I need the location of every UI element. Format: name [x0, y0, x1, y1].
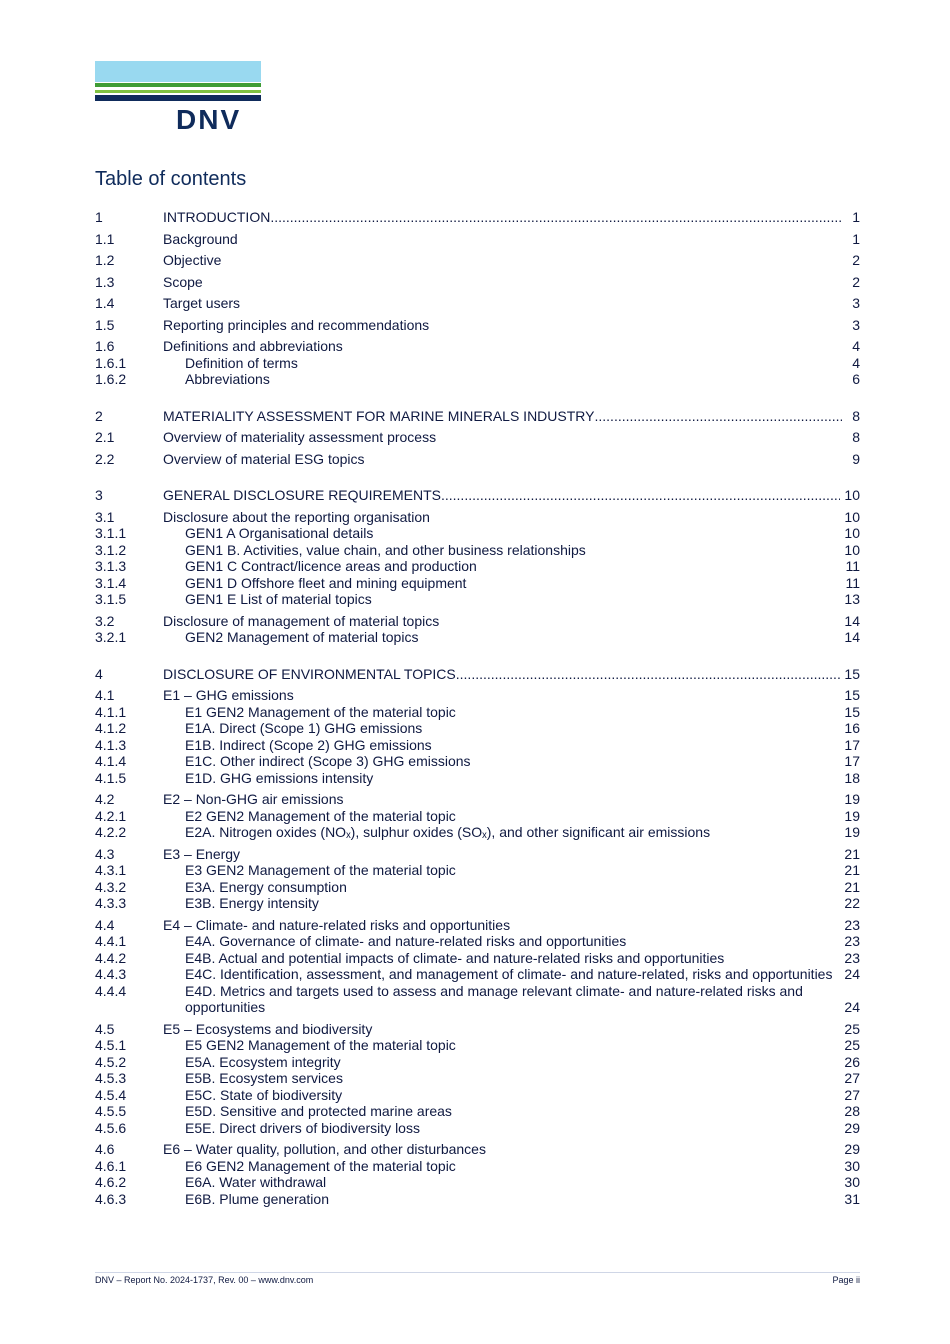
toc-entry-page: 1 [852, 209, 860, 225]
toc-entry-number: 4.1.2 [95, 720, 127, 736]
toc-entry-number: 4 [95, 665, 103, 682]
toc-entry-4-4[interactable] [95, 917, 860, 934]
toc-entry-4[interactable] [95, 666, 860, 683]
toc-entry-title: E1D. GHG emissions intensity [185, 769, 374, 786]
toc-entry-title: E1 GEN2 Management of the material topic [185, 703, 456, 720]
toc-entry-page: 29 [844, 1119, 860, 1136]
toc-entry-3-1-3[interactable] [95, 558, 860, 575]
toc-entry-number: 4.1.5 [95, 769, 127, 786]
toc-entry-page: 2 [852, 273, 860, 290]
toc-entry-title: E6B. Plume generation [185, 1190, 329, 1207]
toc-entry-page: 22 [844, 895, 860, 911]
toc-entry-title: E2 – Non-GHG air emissions [163, 791, 344, 807]
toc-entry-4-4-1[interactable] [95, 933, 860, 950]
toc-entry-page: 19 [844, 791, 860, 807]
toc-entry-title: GEN1 B. Activities, value chain, and other business relationships [185, 541, 586, 558]
toc-entry-title: E4D. Metrics and targets used to assess and manage relevant climate- and nature-related risks and opportunities [185, 982, 803, 1015]
toc-leader-dots [270, 209, 842, 226]
toc-entry-number: 4.1.4 [95, 753, 127, 769]
toc-entry-3-2-1[interactable] [95, 629, 860, 646]
toc-entry-title: E6 GEN2 Management of the material topic [185, 1157, 456, 1174]
toc-entry-4-2[interactable] [95, 791, 860, 808]
toc-entry-4-6[interactable] [95, 1141, 860, 1158]
toc-spacer [95, 646, 860, 666]
toc-leader-dots [595, 408, 843, 425]
toc-entry-title: E5 – Ecosystems and biodiversity [163, 1020, 373, 1037]
table-of-contents [95, 209, 860, 1207]
toc-entry-title: E5C. State of biodiversity [185, 1086, 343, 1103]
toc-entry-page: 9 [852, 450, 860, 467]
toc-entry-3[interactable] [95, 487, 860, 504]
toc-entry-number: 1.4 [95, 295, 115, 311]
toc-entry-1[interactable] [95, 209, 860, 226]
toc-entry-page: 1 [852, 230, 860, 247]
toc-entry-number: 1.1 [95, 230, 115, 247]
logo-band-green [95, 83, 261, 87]
toc-entry-page: 26 [844, 1053, 860, 1070]
toc-entry-4-3-2[interactable] [95, 879, 860, 896]
toc-entry-number: 1.2 [95, 252, 115, 268]
toc-entry-page: 2 [852, 252, 860, 268]
toc-entry-title: Disclosure about the reporting organisation [163, 508, 430, 525]
toc-entry-number: 4.6.3 [95, 1190, 127, 1207]
toc-entry-title: Disclosure of management of material topics [163, 612, 440, 629]
toc-entry-number: 4.6 [95, 1141, 115, 1157]
toc-entry-title: E6A. Water withdrawal [185, 1174, 327, 1190]
page-title: Table of contents [95, 168, 247, 190]
toc-entry-title [163, 487, 840, 504]
toc-entry-page: 31 [844, 1190, 860, 1207]
toc-entry-page: 27 [844, 1070, 860, 1086]
toc-spacer [95, 467, 860, 487]
toc-entry-page: 3 [852, 295, 860, 311]
toc-entry-3-1[interactable] [95, 509, 860, 526]
logo-band-navy [95, 95, 261, 101]
toc-entry-page: 15 [844, 665, 860, 682]
toc-entry-title [163, 209, 842, 226]
toc-entry-title [163, 408, 842, 425]
toc-entry-number: 4.6.2 [95, 1174, 127, 1190]
toc-entry-number: 3.1 [95, 508, 115, 525]
logo-wordmark: DNV [176, 104, 242, 135]
toc-entry-title: Overview of materiality assessment process [163, 429, 437, 445]
toc-entry-number: 2.2 [95, 450, 115, 467]
toc-entry-number: 4.5.2 [95, 1053, 127, 1070]
toc-entry-4-3[interactable] [95, 846, 860, 863]
toc-entry-number: 4.3.2 [95, 878, 127, 895]
toc-entry-page: 28 [844, 1103, 860, 1119]
toc-entry-1-6-2[interactable] [95, 371, 860, 388]
toc-entry-2-1[interactable] [95, 429, 860, 446]
toc-leader-dots [441, 487, 840, 504]
toc-entry-title: Target users [163, 295, 241, 311]
dnv-logo [95, 61, 261, 135]
toc-entry-number: 1.6.1 [95, 354, 127, 371]
toc-entry-page: 25 [844, 1020, 860, 1037]
toc-entry-title: E5E. Direct drivers of biodiversity loss [185, 1119, 420, 1136]
toc-entry-title: E2 GEN2 Management of the material topic [185, 807, 456, 824]
toc-entry-title: GEN1 C Contract/licence areas and production [185, 558, 477, 574]
toc-entry-title: E3 – Energy [163, 845, 241, 862]
toc-entry-title: E1A. Direct (Scope 1) GHG emissions [185, 720, 423, 736]
toc-entry-title: E3B. Energy intensity [185, 895, 319, 911]
toc-entry-4-5[interactable] [95, 1021, 860, 1038]
toc-entry-page: 19 [844, 807, 860, 824]
toc-entry-number: 2 [95, 407, 103, 424]
toc-entry-page: 10 [844, 541, 860, 558]
toc-entry-4-6-2[interactable] [95, 1174, 860, 1191]
toc-entry-4-5-3[interactable] [95, 1070, 860, 1087]
toc-entry-4-2-1[interactable] [95, 808, 860, 825]
toc-entry-title: E2A. Nitrogen oxides (NOₓ), sulphur oxides (SOₓ), and other significant air emissions [185, 824, 711, 840]
toc-entry-4-5-5[interactable] [95, 1103, 860, 1120]
toc-entry-4-3-1[interactable] [95, 862, 860, 879]
toc-chapter-title-text: INTRODUCTION [163, 209, 271, 225]
toc-entry-3-2[interactable] [95, 613, 860, 630]
toc-entry-2[interactable] [95, 408, 860, 425]
toc-entry-4-1-5[interactable] [95, 770, 860, 787]
toc-entry-title: E5 GEN2 Management of the material topic [185, 1037, 456, 1053]
toc-leader-dots [456, 666, 841, 683]
toc-entry-4-2-2[interactable] [95, 824, 860, 841]
toc-entry-title: Abbreviations [185, 371, 270, 387]
toc-entry-4-1-1[interactable] [95, 704, 860, 721]
toc-entry-4-4-3[interactable] [95, 966, 860, 983]
toc-entry-number: 3.1.3 [95, 558, 127, 574]
toc-entry-4-6-1[interactable] [95, 1158, 860, 1175]
toc-entry-page: 4 [852, 354, 860, 371]
toc-entry-title: GEN1 A Organisational details [185, 525, 374, 541]
toc-entry-number: 3.1.2 [95, 541, 127, 558]
toc-entry-page: 25 [844, 1037, 860, 1053]
toc-entry-2-2[interactable] [95, 451, 860, 468]
toc-entry-page: 10 [844, 487, 860, 503]
toc-entry-3-1-4[interactable] [95, 575, 860, 592]
toc-entry-3-1-1[interactable] [95, 525, 860, 542]
toc-entry-page: 8 [852, 429, 860, 445]
toc-entry-page: 11 [845, 574, 860, 591]
toc-entry-title: GEN1 D Offshore fleet and mining equipment [185, 574, 467, 591]
toc-entry-number: 4.1.1 [95, 703, 127, 720]
toc-entry-4-1-2[interactable] [95, 720, 860, 737]
toc-entry-4-5-1[interactable] [95, 1037, 860, 1054]
toc-entry-number: 4.5.3 [95, 1070, 127, 1086]
toc-entry-page: 8 [852, 407, 860, 424]
toc-entry-number: 4.6.1 [95, 1157, 127, 1174]
toc-spacer [95, 388, 860, 408]
toc-entry-number: 1.6.2 [95, 371, 127, 387]
toc-entry-4-5-4[interactable] [95, 1087, 860, 1104]
toc-entry-number: 4.5.6 [95, 1119, 127, 1136]
toc-entry-page: 10 [844, 525, 860, 541]
toc-entry-page: 23 [844, 933, 860, 949]
toc-entry-page: 16 [844, 720, 860, 736]
toc-entry-number: 4.5.1 [95, 1037, 127, 1053]
toc-entry-number: 4.4.3 [95, 966, 127, 982]
toc-entry-4-1-4[interactable] [95, 753, 860, 770]
toc-entry-page: 23 [844, 949, 860, 966]
toc-entry-title: E5A. Ecosystem integrity [185, 1053, 341, 1070]
toc-entry-page: 19 [844, 824, 860, 840]
toc-entry-number: 4.2 [95, 791, 115, 807]
toc-entry-title: E6 – Water quality, pollution, and other disturbances [163, 1141, 486, 1157]
toc-entry-number: 4.2.1 [95, 807, 127, 824]
toc-entry-number: 4.3 [95, 845, 115, 862]
toc-entry-number: 4.1.3 [95, 736, 127, 753]
toc-entry-1-6[interactable] [95, 338, 860, 355]
toc-entry-number: 1 [95, 209, 103, 225]
toc-entry-number: 4.4 [95, 916, 115, 933]
toc-entry-1-4[interactable] [95, 295, 860, 312]
toc-entry-title: Scope [163, 273, 203, 290]
toc-entry-page: 27 [844, 1086, 860, 1103]
toc-entry-number: 4.3.1 [95, 862, 127, 878]
toc-entry-4-3-3[interactable] [95, 895, 860, 912]
toc-entry-page: 23 [844, 916, 860, 933]
toc-entry-number: 3 [95, 487, 103, 503]
toc-entry-page: 3 [852, 316, 860, 333]
toc-entry-number: 4.3.3 [95, 895, 127, 911]
toc-entry-number: 1.6 [95, 338, 115, 354]
toc-chapter-title-text: MATERIALITY ASSESSMENT FOR MARINE MINERALS INDUSTRY [163, 407, 595, 424]
toc-entry-page: 10 [844, 508, 860, 525]
toc-entry-4-4-2[interactable] [95, 950, 860, 967]
toc-entry-page: 18 [844, 769, 860, 786]
toc-entry-title: Background [163, 230, 238, 247]
footer-report-info: DNV – Report No. 2024-1737, Rev. 00 – www.dnv.com [95, 1275, 314, 1285]
toc-entry-4-1[interactable] [95, 687, 860, 704]
toc-entry-title: E5D. Sensitive and protected marine areas [185, 1103, 452, 1119]
toc-chapter-title-text: GENERAL DISCLOSURE REQUIREMENTS [163, 487, 441, 503]
toc-entry-1-3[interactable] [95, 274, 860, 291]
toc-entry-title: E4C. Identification, assessment, and management of climate- and nature-related, risks and opportunities [185, 966, 833, 982]
toc-chapter-title-text: DISCLOSURE OF ENVIRONMENTAL TOPICS [163, 665, 456, 682]
toc-entry-page: 21 [844, 845, 860, 862]
toc-entry-title [163, 666, 840, 683]
toc-entry-page: 17 [844, 753, 860, 769]
toc-entry-number: 3.1.1 [95, 525, 127, 541]
toc-entry-number: 4.4.4 [95, 982, 127, 999]
toc-entry-page: 4 [852, 338, 860, 354]
toc-entry-number: 4.1 [95, 687, 115, 703]
toc-entry-4-5-6[interactable] [95, 1120, 860, 1137]
toc-entry-4-6-3[interactable] [95, 1191, 860, 1208]
toc-entry-page: 11 [845, 558, 860, 574]
toc-entry-title: Definitions and abbreviations [163, 338, 343, 354]
toc-entry-number: 1.5 [95, 316, 115, 333]
toc-entry-title: GEN1 E List of material topics [185, 591, 372, 607]
toc-entry-1-1[interactable] [95, 231, 860, 248]
toc-entry-page: 29 [844, 1141, 860, 1157]
toc-entry-1-2[interactable] [95, 252, 860, 269]
toc-entry-title: Overview of material ESG topics [163, 450, 365, 467]
toc-entry-page: 30 [844, 1157, 860, 1174]
toc-entry-3-1-2[interactable] [95, 542, 860, 559]
toc-entry-title: E5B. Ecosystem services [185, 1070, 343, 1086]
toc-entry-title: E3A. Energy consumption [185, 878, 347, 895]
toc-entry-number: 1.3 [95, 273, 115, 290]
toc-entry-page: 24 [844, 966, 860, 982]
toc-entry-4-1-3[interactable] [95, 737, 860, 754]
toc-entry-page: 17 [844, 736, 860, 753]
toc-entry-3-1-5[interactable] [95, 591, 860, 608]
toc-entry-page: 14 [844, 629, 860, 645]
toc-entry-title: Reporting principles and recommendations [163, 316, 430, 333]
toc-entry-title: E4A. Governance of climate- and nature-related risks and opportunities [185, 933, 627, 949]
toc-entry-number: 4.5 [95, 1020, 115, 1037]
toc-entry-number: 3.1.4 [95, 574, 127, 591]
toc-entry-title: E1 – GHG emissions [163, 687, 294, 703]
footer-page-number: Page ii [832, 1275, 860, 1285]
toc-entry-page: 6 [852, 371, 860, 387]
toc-entry-number: 4.4.1 [95, 933, 127, 949]
toc-entry-title: Definition of terms [185, 354, 298, 371]
toc-entry-title: GEN2 Management of material topics [185, 629, 419, 645]
toc-entry-number: 3.2.1 [95, 629, 127, 645]
toc-entry-number: 4.2.2 [95, 824, 127, 840]
toc-entry-page: 14 [844, 612, 860, 629]
toc-entry-title: E4 – Climate- and nature-related risks and opportunities [163, 916, 511, 933]
toc-entry-page: 21 [844, 862, 860, 878]
toc-entry-page: 30 [844, 1174, 860, 1190]
toc-entry-page: 15 [844, 703, 860, 720]
toc-entry-page: 15 [844, 687, 860, 703]
logo-band-sky [95, 61, 261, 82]
toc-entry-1-5[interactable] [95, 317, 860, 334]
toc-entry-page: 13 [844, 591, 860, 607]
toc-entry-number: 4.4.2 [95, 949, 127, 966]
toc-entry-page: 24 [844, 999, 860, 1015]
toc-entry-title: E1B. Indirect (Scope 2) GHG emissions [185, 736, 432, 753]
page-footer [95, 1272, 860, 1285]
toc-entry-title: E4B. Actual and potential impacts of climate- and nature-related risks and opportunities [185, 949, 725, 966]
toc-entry-title: E3 GEN2 Management of the material topic [185, 862, 456, 878]
toc-entry-1-6-1[interactable] [95, 355, 860, 372]
logo-band-lightgreen [95, 90, 261, 93]
toc-entry-title: Objective [163, 252, 222, 268]
toc-entry-number: 4.5.5 [95, 1103, 127, 1119]
toc-entry-4-4-4[interactable] [95, 983, 860, 1016]
toc-entry-number: 2.1 [95, 429, 115, 445]
toc-entry-title: E1C. Other indirect (Scope 3) GHG emissions [185, 753, 471, 769]
toc-entry-page: 21 [844, 878, 860, 895]
toc-entry-number: 4.5.4 [95, 1086, 127, 1103]
toc-entry-number: 3.1.5 [95, 591, 127, 607]
toc-entry-4-5-2[interactable] [95, 1054, 860, 1071]
toc-entry-number: 3.2 [95, 612, 115, 629]
